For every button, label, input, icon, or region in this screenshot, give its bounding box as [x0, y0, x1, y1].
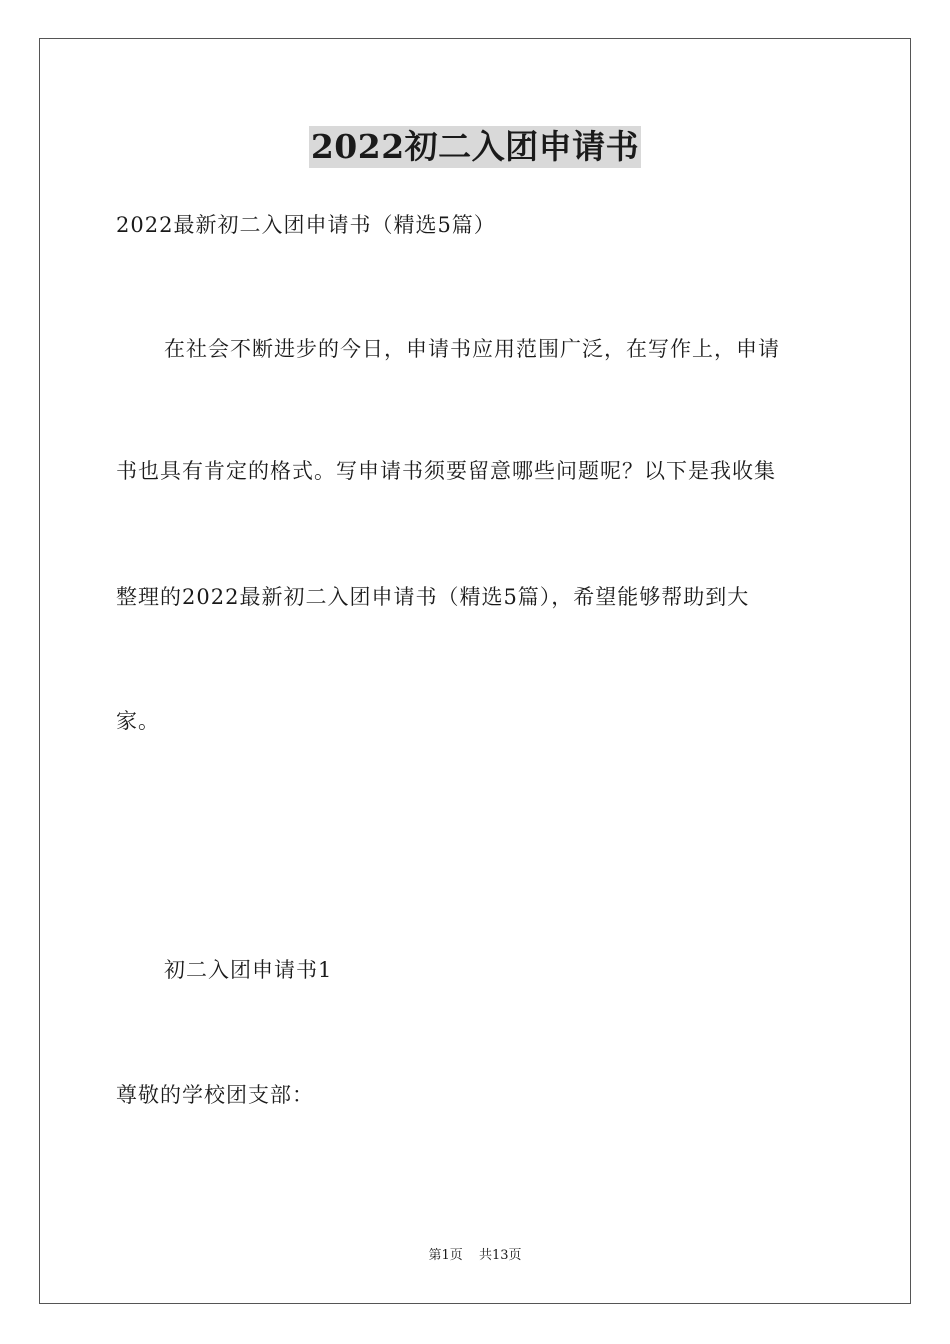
document-subtitle: 2022最新初二入团申请书（精选5篇）: [116, 213, 496, 237]
salutation: 尊敬的学校团支部：: [116, 1083, 314, 1107]
section-heading: 初二入团申请书1: [164, 958, 333, 982]
intro-line-4: 家。: [116, 709, 160, 733]
page-number-current: 第1页: [428, 1248, 463, 1263]
page-number-total: 共13页: [478, 1248, 522, 1263]
intro-line-2: 书也具有肯定的格式。写申请书须要留意哪些问题呢？以下是我收集: [116, 459, 776, 483]
page-footer: [0, 1247, 950, 1265]
intro-line-1: 在社会不断进步的今日，申请书应用范围广泛，在写作上，申请: [164, 337, 780, 361]
document-title: 2022初二入团申请书: [310, 127, 640, 166]
intro-line-3: 整理的2022最新初二入团申请书（精选5篇），希望能够帮助到大: [116, 585, 750, 609]
title-container: [0, 126, 950, 168]
